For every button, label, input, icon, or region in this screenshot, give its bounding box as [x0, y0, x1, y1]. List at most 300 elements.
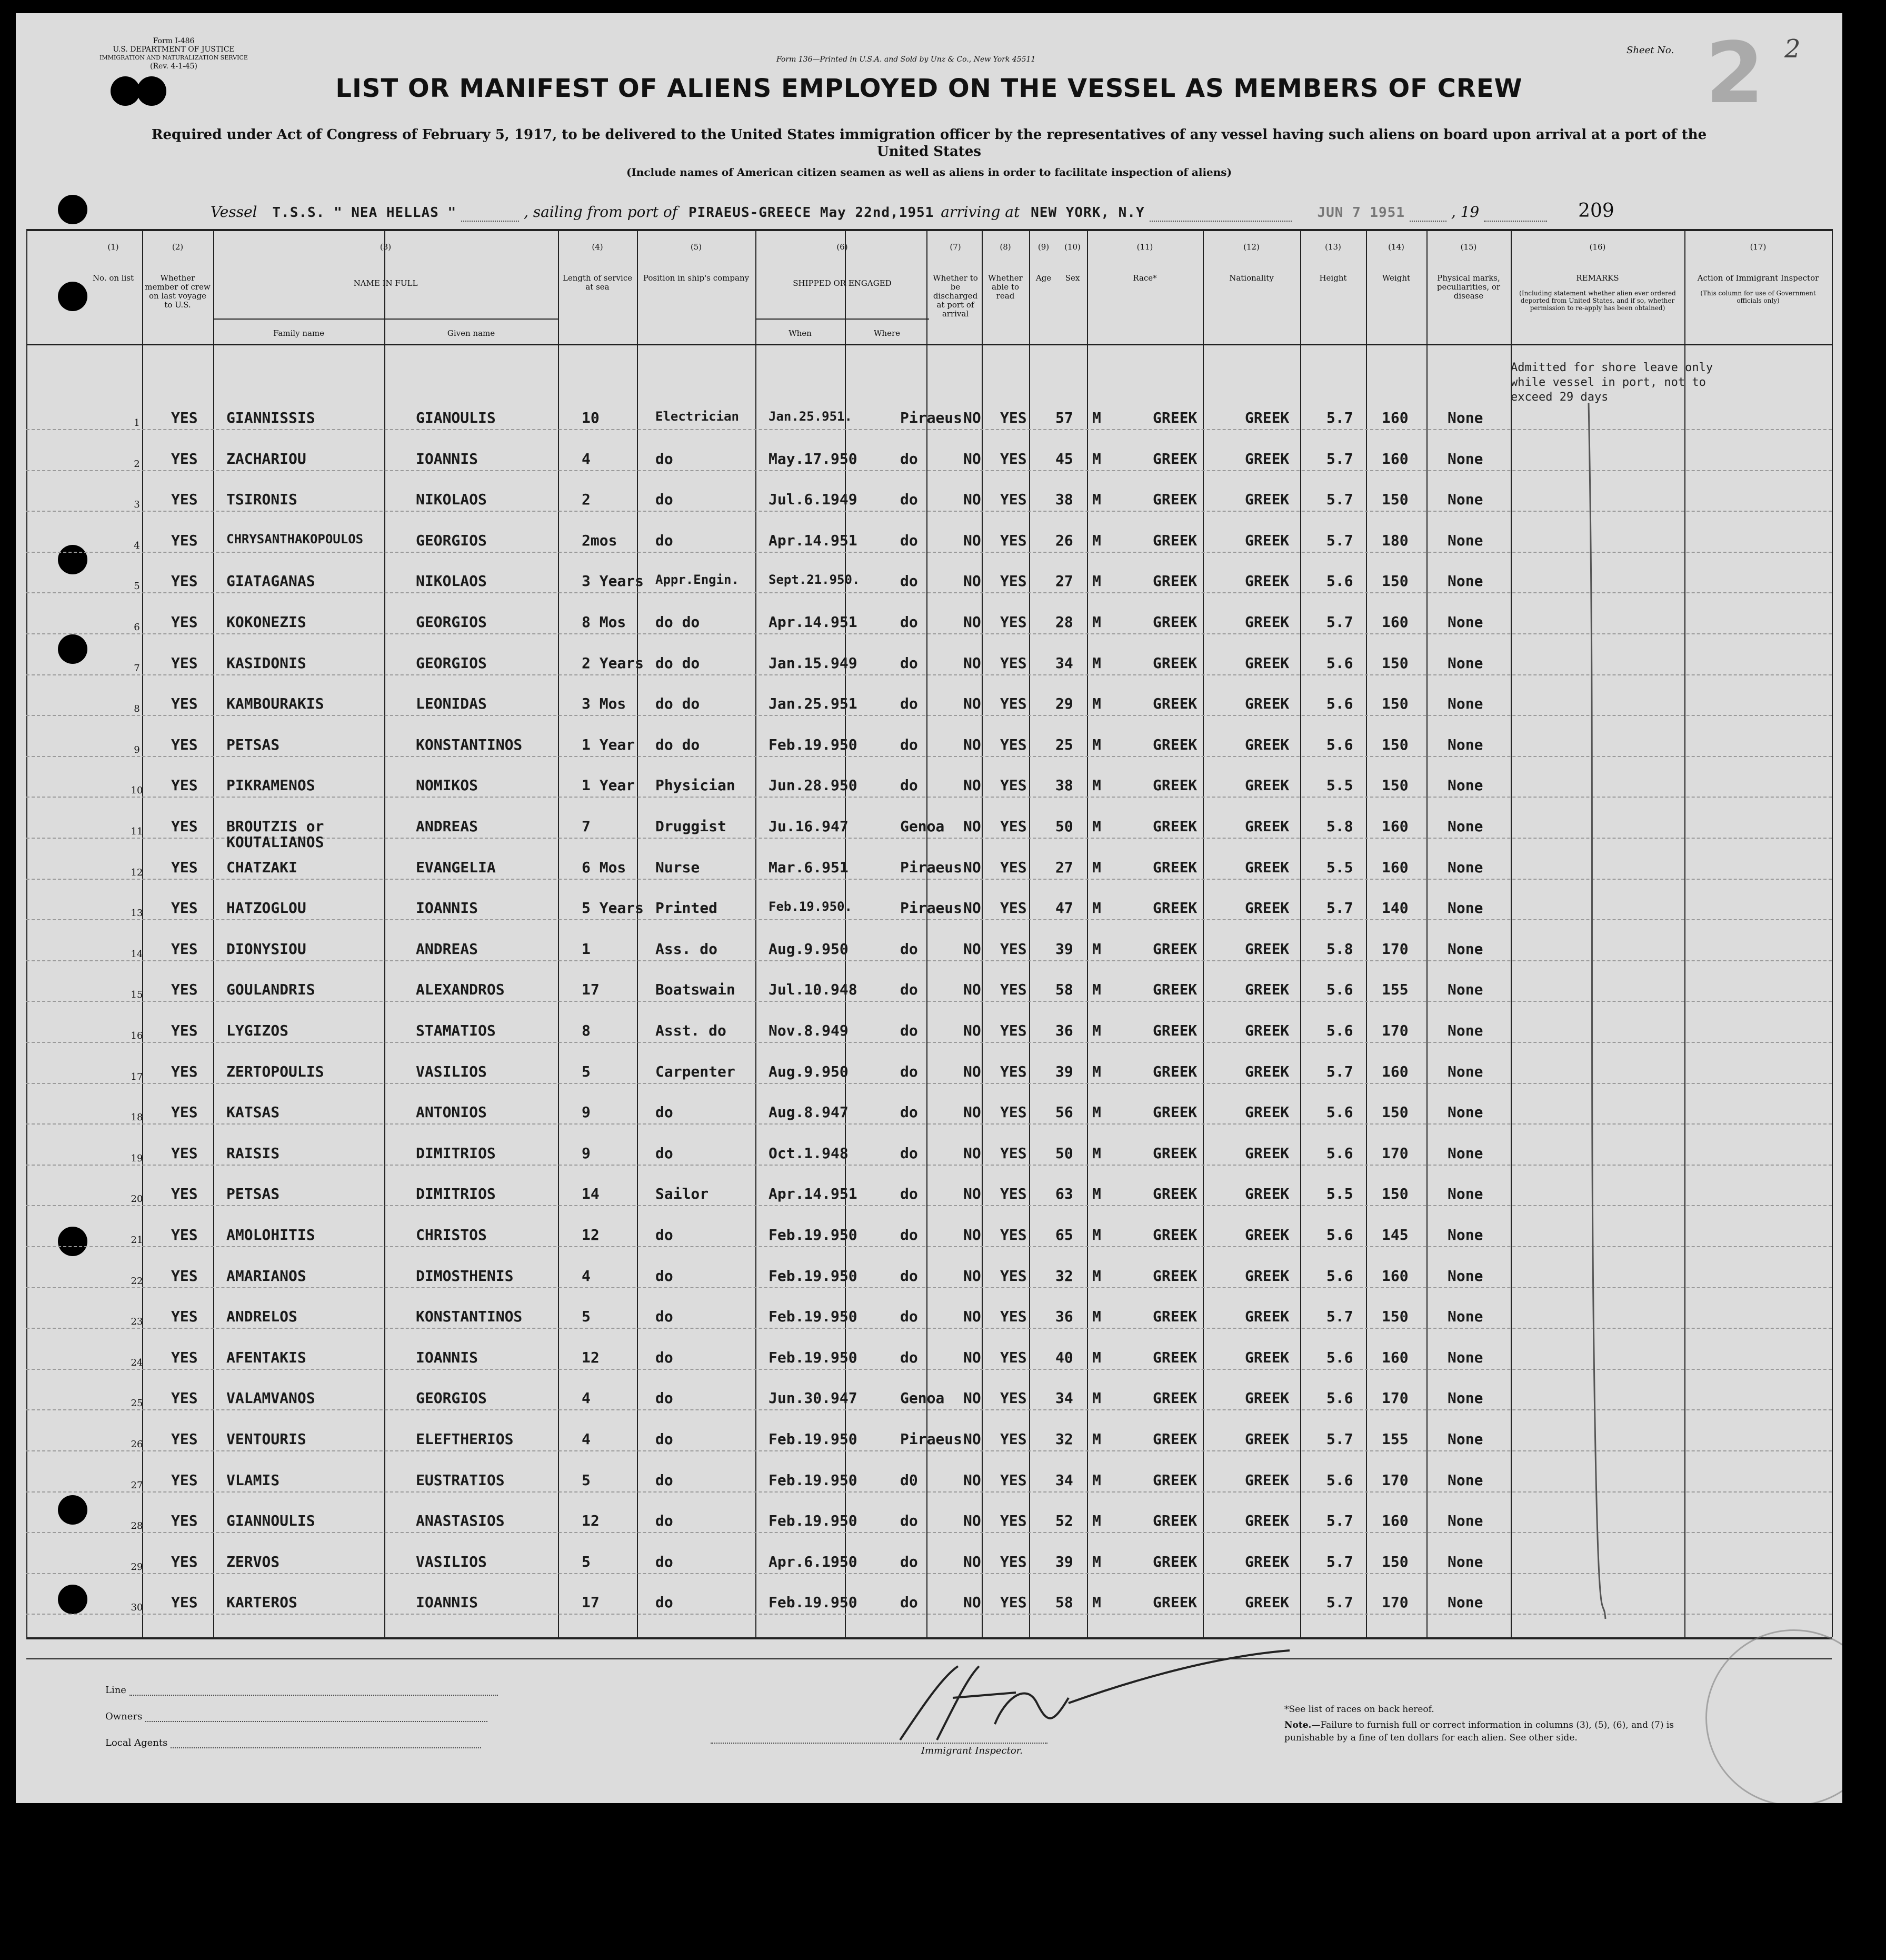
row-number: 30 [131, 1602, 143, 1614]
cell-nat: GREEK [1245, 899, 1290, 917]
cell-sex: M [1092, 572, 1101, 590]
cell-marks: None [1448, 1226, 1483, 1243]
cell-height: 5.6 [1326, 1471, 1353, 1489]
sub-header-rule [755, 319, 929, 320]
cell-marks: None [1448, 818, 1483, 835]
cell-weight: 160 [1382, 1512, 1409, 1530]
cell-where: do [900, 572, 918, 590]
cell-family: AMARIANOS [226, 1267, 306, 1285]
cell-read: YES [1000, 1594, 1027, 1611]
cell-when: Apr.14.951 [769, 531, 857, 549]
cell-height: 5.7 [1326, 613, 1353, 631]
cell-given: ANTONIOS [416, 1103, 487, 1121]
sheet-number [1626, 24, 1801, 122]
note-text: —Failure to furnish full or correct information in columns (3), (5), (6), and (7) is punishable by a fine of ten dollars for each alien. See other side. [1284, 1720, 1674, 1743]
column-rule [637, 229, 638, 1637]
cell-discharged: NO [963, 1471, 981, 1489]
cell-where: Genoa [900, 818, 945, 835]
cell-service: 14 [582, 1185, 600, 1203]
row-rule [26, 797, 1832, 798]
cell-read: YES [1000, 409, 1027, 426]
cell-position: do do [655, 695, 700, 713]
row-number: 5 [134, 581, 140, 592]
dots [1410, 207, 1446, 222]
cell-weight: 170 [1382, 1471, 1409, 1489]
cell-position: do [655, 450, 673, 467]
cell-race: GREEK [1153, 409, 1198, 426]
cell-where: do [900, 1267, 918, 1285]
cell-race: GREEK [1153, 1553, 1198, 1570]
column-rule [1366, 229, 1367, 1637]
row-number: 29 [131, 1561, 143, 1573]
cell-given: EUSTRATIOS [416, 1471, 505, 1489]
cell-position: do [655, 1471, 673, 1489]
row-number: 18 [131, 1112, 143, 1123]
cell-nat: GREEK [1245, 818, 1290, 835]
cell-crew: YES [171, 695, 198, 713]
row-number: 14 [131, 948, 143, 960]
row-number: 25 [131, 1398, 143, 1409]
row-number: 4 [134, 540, 140, 551]
cell-age: 63 [1055, 1185, 1073, 1203]
owners-label: Owners [105, 1711, 143, 1722]
sheet-label: Sheet No. [1626, 45, 1674, 56]
cell-service: 17 [582, 1594, 600, 1611]
cell-height: 5.6 [1326, 1144, 1353, 1162]
punch-hole [58, 195, 87, 224]
cell-family: PETSAS [226, 735, 280, 753]
punch-hole [58, 1585, 87, 1614]
dots [129, 1686, 498, 1696]
cell-given: ELEFTHERIOS [416, 1430, 514, 1448]
cell-service: 2 [582, 491, 591, 509]
cell-where: Piraeus [900, 409, 963, 426]
cell-position: do [655, 1144, 673, 1162]
arriving-label: arriving at [941, 203, 1020, 221]
cell-age: 57 [1055, 409, 1073, 426]
cell-marks: None [1448, 1185, 1483, 1203]
sub-header: Family name [273, 329, 325, 338]
cell-given: GEORGIOS [416, 654, 487, 672]
cell-where: do [900, 1308, 918, 1326]
cell-where: do [900, 1594, 918, 1611]
cell-when: Feb.19.950 [769, 1308, 857, 1326]
cell-sex: M [1092, 1553, 1101, 1570]
cell-discharged: NO [963, 1267, 981, 1285]
row-rule [26, 919, 1832, 920]
cell-race: GREEK [1153, 1022, 1198, 1039]
cell-nat: GREEK [1245, 409, 1290, 426]
cell-age: 39 [1055, 1553, 1073, 1570]
cell-where: do [900, 1226, 918, 1243]
column-number: (9) [1037, 242, 1050, 252]
cell-weight: 150 [1382, 735, 1409, 753]
cell-service: 5 [582, 1308, 591, 1326]
cell-marks: None [1448, 858, 1483, 876]
row-rule [26, 1369, 1832, 1370]
owners-field [105, 1711, 487, 1722]
cell-crew: YES [171, 1226, 198, 1243]
cell-age: 58 [1055, 981, 1073, 999]
cell-marks: None [1448, 531, 1483, 549]
cell-race: GREEK [1153, 1185, 1198, 1203]
row-number: 24 [131, 1357, 143, 1368]
cell-nat: GREEK [1245, 1389, 1290, 1407]
column-header: Whether able to read [988, 273, 1023, 301]
cell-sex: M [1092, 1144, 1101, 1162]
cell-crew: YES [171, 1430, 198, 1448]
vessel-line [211, 200, 1614, 222]
cell-height: 5.7 [1326, 1594, 1353, 1611]
cell-service: 12 [582, 1226, 600, 1243]
cell-given: DIMOSTHENIS [416, 1267, 514, 1285]
cell-sex: M [1092, 899, 1101, 917]
cell-service: 2mos [582, 531, 617, 549]
row-rule [26, 552, 1832, 553]
line-field [105, 1685, 498, 1696]
cell-crew: YES [171, 1348, 198, 1366]
cell-nat: GREEK [1245, 572, 1290, 590]
cell-crew: YES [171, 981, 198, 999]
service: IMMIGRATION AND NATURALIZATION SERVICE [99, 54, 248, 61]
cell-service: 3 Mos [582, 695, 626, 713]
cell-sex: M [1092, 1022, 1101, 1039]
cell-read: YES [1000, 940, 1027, 958]
cell-family: KARTEROS [226, 1594, 297, 1611]
cell-height: 5.5 [1326, 858, 1353, 876]
cell-service: 2 Years [582, 654, 644, 672]
cell-family: LYGIZOS [226, 1022, 289, 1039]
cell-position: Sailor [655, 1185, 709, 1203]
cell-weight: 150 [1382, 1308, 1409, 1326]
cell-where: Piraeus [900, 899, 963, 917]
cell-family: CHATZAKI [226, 858, 297, 876]
cell-given: IOANNIS [416, 1348, 478, 1366]
cell-service: 3 Years [582, 572, 644, 590]
column-header: Race* [1133, 273, 1157, 283]
cell-crew: YES [171, 818, 198, 835]
cell-discharged: NO [963, 654, 981, 672]
cell-where: do [900, 450, 918, 467]
cell-age: 56 [1055, 1103, 1073, 1121]
row-rule [26, 1287, 1832, 1288]
cell-read: YES [1000, 735, 1027, 753]
cell-given: NOMIKOS [416, 777, 478, 794]
cell-age: 40 [1055, 1348, 1073, 1366]
cell-crew: YES [171, 1267, 198, 1285]
cell-family: AMOLOHITIS [226, 1226, 315, 1243]
cell-nat: GREEK [1245, 1348, 1290, 1366]
cell-weight: 160 [1382, 409, 1409, 426]
cell-marks: None [1448, 1389, 1483, 1407]
cell-family: VLAMIS [226, 1471, 280, 1489]
row-number: 20 [131, 1193, 143, 1205]
year-label: , 19 [1451, 203, 1480, 221]
cell-given: ANDREAS [416, 818, 478, 835]
cell-discharged: NO [963, 1226, 981, 1243]
column-rule [1684, 229, 1685, 1637]
cell-service: 5 [582, 1062, 591, 1080]
cell-marks: None [1448, 735, 1483, 753]
cell-weight: 150 [1382, 695, 1409, 713]
cell-discharged: NO [963, 450, 981, 467]
cell-service: 4 [582, 450, 591, 467]
cell-where: do [900, 531, 918, 549]
cell-discharged: NO [963, 735, 981, 753]
row-rule [26, 715, 1832, 716]
row-number: 28 [131, 1520, 143, 1532]
cell-height: 5.7 [1326, 1308, 1353, 1326]
cell-read: YES [1000, 1267, 1027, 1285]
cell-marks: None [1448, 491, 1483, 509]
dots [461, 207, 519, 222]
departure-port: PIRAEUS-GREECE May 22nd,1951 [688, 205, 934, 221]
cell-weight: 160 [1382, 613, 1409, 631]
cell-crew: YES [171, 654, 198, 672]
column-header: Sex [1065, 273, 1080, 283]
cell-where: do [900, 1022, 918, 1039]
line-label: Line [105, 1685, 126, 1696]
cell-when: Jul.6.1949 [769, 491, 857, 509]
cell-weight: 140 [1382, 899, 1409, 917]
cell-marks: None [1448, 1103, 1483, 1121]
cell-age: 32 [1055, 1430, 1073, 1448]
cell-marks: None [1448, 1553, 1483, 1570]
column-number: (10) [1064, 242, 1081, 252]
cell-race: GREEK [1153, 777, 1198, 794]
cell-age: 50 [1055, 818, 1073, 835]
cell-height: 5.6 [1326, 1022, 1353, 1039]
cell-given: GEORGIOS [416, 613, 487, 631]
cell-discharged: NO [963, 858, 981, 876]
cell-height: 5.7 [1326, 1430, 1353, 1448]
cell-weight: 160 [1382, 1267, 1409, 1285]
cell-crew: YES [171, 940, 198, 958]
cell-age: 26 [1055, 531, 1073, 549]
column-number: (2) [172, 242, 184, 252]
cell-nat: GREEK [1245, 654, 1290, 672]
cell-when: Apr.14.951 [769, 613, 857, 631]
column-rule [1426, 229, 1428, 1637]
cell-when: Jun.30.947 [769, 1389, 857, 1407]
cell-family: GIATAGANAS [226, 572, 315, 590]
cell-marks: None [1448, 1471, 1483, 1489]
cell-read: YES [1000, 1144, 1027, 1162]
column-header: Age [1035, 273, 1052, 283]
department: U.S. DEPARTMENT OF JUSTICE [113, 45, 235, 54]
cell-race: GREEK [1153, 613, 1198, 631]
cell-discharged: NO [963, 1594, 981, 1611]
cell-read: YES [1000, 1185, 1027, 1203]
cell-marks: None [1448, 777, 1483, 794]
cell-discharged: NO [963, 613, 981, 631]
row-rule [26, 1083, 1832, 1084]
cell-marks: None [1448, 1430, 1483, 1448]
column-header: No. on list [92, 273, 134, 283]
column-rule [982, 229, 983, 1637]
cell-where: do [900, 981, 918, 999]
inspector-signature-line [711, 1743, 1047, 1744]
cell-crew: YES [171, 1144, 198, 1162]
cell-crew: YES [171, 858, 198, 876]
cell-nat: GREEK [1245, 491, 1290, 509]
cell-where: do [900, 777, 918, 794]
cell-age: 36 [1055, 1308, 1073, 1326]
cell-when: May.17.950 [769, 450, 857, 467]
cell-sex: M [1092, 1062, 1101, 1080]
cell-discharged: NO [963, 777, 981, 794]
cell-marks: None [1448, 613, 1483, 631]
cell-crew: YES [171, 1062, 198, 1080]
cell-where: do [900, 1348, 918, 1366]
cell-when: Apr.14.951 [769, 1185, 857, 1203]
cell-weight: 160 [1382, 1062, 1409, 1080]
cell-given: KONSTANTINOS [416, 1308, 523, 1326]
pencil-line [1584, 403, 1616, 1624]
cell-marks: None [1448, 1022, 1483, 1039]
cell-sex: M [1092, 858, 1101, 876]
cell-crew: YES [171, 1594, 198, 1611]
cell-service: 4 [582, 1389, 591, 1407]
cell-read: YES [1000, 899, 1027, 917]
cell-crew: YES [171, 1308, 198, 1326]
cell-where: do [900, 1103, 918, 1121]
column-number: (11) [1136, 242, 1153, 252]
cell-read: YES [1000, 1471, 1027, 1489]
cell-nat: GREEK [1245, 1471, 1290, 1489]
column-header: Whether to be discharged at port of arrival [933, 273, 978, 319]
cell-when: Jan.25.951. [769, 409, 852, 424]
cell-height: 5.8 [1326, 818, 1353, 835]
cell-age: 34 [1055, 654, 1073, 672]
cell-when: Jan.25.951 [769, 695, 857, 713]
sheet-number-pencil: 2 [1784, 34, 1801, 64]
column-header: Height [1319, 273, 1347, 283]
column-rule [1832, 229, 1833, 1637]
cell-family: GOULANDRIS [226, 981, 315, 999]
cell-discharged: NO [963, 940, 981, 958]
cell-read: YES [1000, 1103, 1027, 1121]
cell-crew: YES [171, 1512, 198, 1530]
cell-crew: YES [171, 491, 198, 509]
cell-age: 50 [1055, 1144, 1073, 1162]
cell-given: GEORGIOS [416, 531, 487, 549]
cell-family: GIANNISSIS [226, 409, 315, 426]
row-rule [26, 960, 1832, 961]
cell-where: do [900, 491, 918, 509]
cell-when: Jun.28.950 [769, 777, 857, 794]
cell-family: VENTOURIS [226, 1430, 306, 1448]
cell-family: ZERTOPOULIS [226, 1062, 324, 1080]
cell-service: 10 [582, 409, 600, 426]
row-number: 19 [131, 1152, 143, 1164]
row-rule [26, 470, 1832, 471]
cell-given: ANDREAS [416, 940, 478, 958]
cell-weight: 155 [1382, 981, 1409, 999]
cell-when: Feb.19.950 [769, 735, 857, 753]
cell-given: VASILIOS [416, 1553, 487, 1570]
cell-race: GREEK [1153, 1512, 1198, 1530]
cell-nat: GREEK [1245, 450, 1290, 467]
cell-nat: GREEK [1245, 1103, 1290, 1121]
row-rule [26, 1042, 1832, 1043]
cell-family: RAISIS [226, 1144, 280, 1162]
cell-read: YES [1000, 613, 1027, 631]
cell-crew: YES [171, 777, 198, 794]
cell-read: YES [1000, 1062, 1027, 1080]
cell-height: 5.6 [1326, 1103, 1353, 1121]
cell-where: d0 [900, 1471, 918, 1489]
cell-discharged: NO [963, 491, 981, 509]
row-rule [26, 1205, 1832, 1206]
arrival-date-stamp: JUN 7 1951 [1317, 205, 1405, 221]
cell-when: Ju.16.947 [769, 818, 849, 835]
cell-discharged: NO [963, 409, 981, 426]
cell-position: do [655, 1348, 673, 1366]
cell-read: YES [1000, 1512, 1027, 1530]
cell-family: KATSAS [226, 1103, 280, 1121]
cell-service: 1 Year [582, 735, 635, 753]
cell-sex: M [1092, 1267, 1101, 1285]
cell-nat: GREEK [1245, 1267, 1290, 1285]
fine-note [1284, 1719, 1705, 1744]
cell-when: Jul.10.948 [769, 981, 857, 999]
cell-nat: GREEK [1245, 858, 1290, 876]
column-number: (13) [1325, 242, 1341, 252]
cell-age: 47 [1055, 899, 1073, 917]
cell-weight: 170 [1382, 1144, 1409, 1162]
cell-height: 5.5 [1326, 1185, 1353, 1203]
cell-age: 32 [1055, 1267, 1073, 1285]
cell-service: 7 [582, 818, 591, 835]
cell-weight: 160 [1382, 450, 1409, 467]
cell-family: KOKONEZIS [226, 613, 306, 631]
cell-weight: 150 [1382, 1553, 1409, 1570]
cell-family: DIONYSIOU [226, 940, 306, 958]
column-header: Physical marks, peculiarities, or disease [1436, 273, 1501, 301]
subtitle: Required under Act of Congress of February 5, 1917, to be delivered to the United States immigration officer by the representatives of any vessel having such aliens on board upon arrival at a port of the United States [151, 127, 1707, 160]
column-header: Whether member of crew on last voyage to U.S. [145, 273, 211, 310]
cell-crew: YES [171, 531, 198, 549]
cell-marks: None [1448, 1512, 1483, 1530]
cell-when: Feb.19.950 [769, 1226, 857, 1243]
cell-height: 5.7 [1326, 409, 1353, 426]
cell-given: NIKOLAOS [416, 491, 487, 509]
cell-where: do [900, 1512, 918, 1530]
cell-when: Oct.1.948 [769, 1144, 849, 1162]
cell-weight: 160 [1382, 858, 1409, 876]
column-header: REMARKS [1576, 273, 1619, 283]
cell-weight: 150 [1382, 654, 1409, 672]
cell-nat: GREEK [1245, 981, 1290, 999]
cell-family: KAMBOURAKIS [226, 695, 324, 713]
cell-crew: YES [171, 1389, 198, 1407]
cell-race: GREEK [1153, 450, 1198, 467]
cell-read: YES [1000, 654, 1027, 672]
cell-marks: None [1448, 1267, 1483, 1285]
cell-position: do [655, 1267, 673, 1285]
row-rule [26, 1532, 1832, 1533]
cell-position: Printed [655, 899, 718, 917]
cell-position: Appr.Engin. [655, 572, 739, 588]
cell-read: YES [1000, 531, 1027, 549]
cell-where: Genoa [900, 1389, 945, 1407]
cell-race: GREEK [1153, 940, 1198, 958]
cell-read: YES [1000, 981, 1027, 999]
cell-position: do [655, 1389, 673, 1407]
form-identification [95, 37, 253, 71]
dots [1150, 207, 1292, 222]
